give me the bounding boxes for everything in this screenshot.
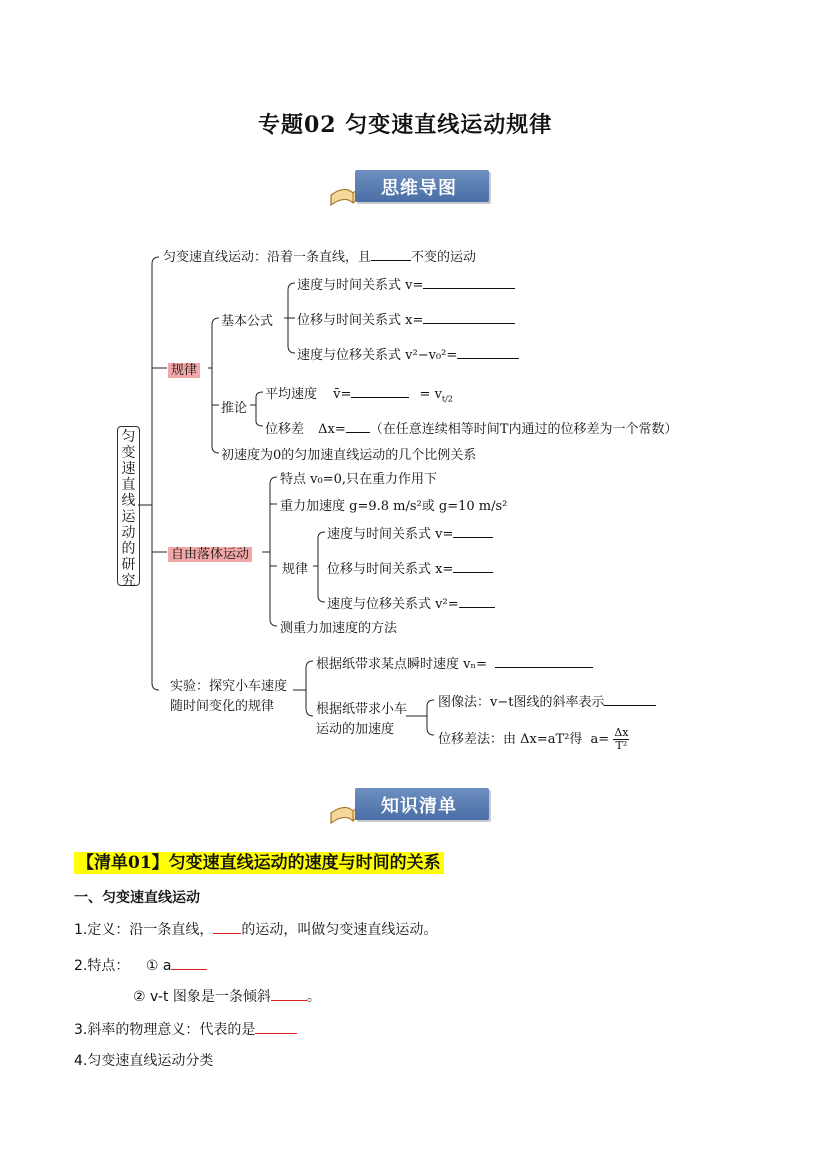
avg-eq2: = v <box>419 387 442 402</box>
tape2-line2: 运动的加速度 <box>316 722 395 737</box>
law-node <box>168 359 200 378</box>
checklist-banner <box>327 785 492 823</box>
answer-blank[interactable] <box>423 323 515 324</box>
disp-note: （在任意连续相等时间T内通过的位移差为一个常数） <box>369 422 678 437</box>
disp-eq: Δx= <box>318 422 346 437</box>
ff-feature: 特点 v₀=0,只在重力作用下 <box>280 472 437 487</box>
frac-num: Δx <box>614 726 629 739</box>
answer-blank[interactable] <box>495 667 593 668</box>
formula-v-t <box>297 274 515 293</box>
diff-method <box>438 727 629 752</box>
basic-formula-node: 基本公式 <box>221 314 274 329</box>
law-label: 规律 <box>168 363 200 378</box>
answer-blank[interactable] <box>346 432 370 433</box>
ratio-node: 初速度为0的匀加速直线运动的几个比例关系 <box>221 448 477 463</box>
ff-measure: 测重力加速度的方法 <box>280 621 398 636</box>
inference-node: 推论 <box>221 401 248 416</box>
l2b-text: ① a <box>145 958 172 974</box>
formula-v-x <box>297 344 519 363</box>
answer-blank[interactable] <box>423 288 515 289</box>
avg-eq: v̄= <box>333 387 352 402</box>
feature-line-2 <box>133 986 321 1006</box>
section-heading <box>74 848 444 873</box>
answer-blank[interactable] <box>459 607 495 608</box>
exp-line1: 实验：探究小车速度 <box>170 679 288 694</box>
answer-blank[interactable] <box>457 358 519 359</box>
definition-line <box>74 919 437 939</box>
section-heading-text: 【清单01】匀变速直线运动的速度与时间的关系 <box>74 852 444 874</box>
freefall-label: 自由落体运动 <box>168 547 252 562</box>
banner-label: 思维导图 <box>381 178 457 199</box>
graph-text: 图像法：v−t图线的斜率表示 <box>438 695 605 710</box>
slope-line <box>74 1019 297 1039</box>
l1b-text: 的运动，叫做匀变速直线运动。 <box>241 922 438 938</box>
l2a-text: 2.特点： <box>74 958 130 974</box>
disp-label: 位移差 <box>265 422 305 437</box>
page-title: 专题02 匀变速直线运动规律 <box>258 112 553 138</box>
ff-gravity: 重力加速度 g=9.8 m/s²或 g=10 m/s² <box>280 499 508 514</box>
feature-line <box>74 955 207 975</box>
l4-text: 3.斜率的物理意义：代表的是 <box>74 1022 256 1038</box>
tape2-line1: 根据纸带求小车 <box>316 702 408 717</box>
f1-text: 速度与时间关系式 v= <box>297 278 424 293</box>
diff-a: a= <box>590 732 610 747</box>
tape1-text: 根据纸带求某点瞬时速度 vₙ= <box>316 657 487 672</box>
l3-end: 。 <box>306 989 321 1005</box>
f3-text: 速度与位移关系式 v²−v₀²= <box>297 348 458 363</box>
ff-formula-v-t <box>327 523 493 542</box>
avg-velocity <box>265 383 453 404</box>
answer-blank[interactable] <box>255 1033 297 1034</box>
answer-blank[interactable] <box>171 969 207 970</box>
ff-f1-text: 速度与时间关系式 v= <box>327 527 454 542</box>
answer-blank[interactable] <box>351 397 409 398</box>
f2-text: 位移与时间关系式 x= <box>297 313 424 328</box>
banner-label: 知识清单 <box>381 796 457 817</box>
avg-label: 平均速度 <box>265 387 318 402</box>
classification-line: 4.匀变速直线运动分类 <box>74 1053 214 1069</box>
graph-method <box>438 691 656 710</box>
exp-line2: 随时间变化的规律 <box>170 699 275 714</box>
answer-blank[interactable] <box>604 705 656 706</box>
formula-x-t <box>297 309 515 328</box>
def-node <box>163 246 476 265</box>
frac-den: T² <box>615 739 628 752</box>
displacement-diff <box>265 418 677 437</box>
avg-sub: t/2 <box>441 394 453 404</box>
tape-velocity <box>316 653 593 672</box>
def-text: 匀变速直线运动：沿着一条直线，且 <box>163 250 372 265</box>
answer-blank[interactable] <box>371 260 411 261</box>
answer-blank[interactable] <box>453 572 493 573</box>
tape-accel <box>316 700 407 740</box>
answer-blank[interactable] <box>271 1000 307 1001</box>
l1a-text: 1.定义：沿一条直线， <box>74 922 214 938</box>
ff-formula-x-t <box>327 558 493 577</box>
l3-text: ② v-t 图象是一条倾斜 <box>133 989 271 1005</box>
ff-f3-text: 速度与位移关系式 v²= <box>327 597 459 612</box>
freefall-node <box>168 543 252 562</box>
diff-text: 位移差法：由 Δx=aT²得 <box>438 732 583 747</box>
experiment-node <box>170 677 287 717</box>
ff-f2-text: 位移与时间关系式 x= <box>327 562 454 577</box>
root-label: 匀变速直线运动的研究 <box>121 429 136 589</box>
mindmap-root <box>117 426 140 589</box>
answer-blank[interactable] <box>213 933 241 934</box>
ff-formula-v-x <box>327 593 495 612</box>
ff-law: 规律 <box>282 562 309 577</box>
subsection-title: 一、匀变速直线运动 <box>74 890 200 906</box>
def-end-text: 不变的运动 <box>411 250 477 265</box>
answer-blank[interactable] <box>453 537 493 538</box>
